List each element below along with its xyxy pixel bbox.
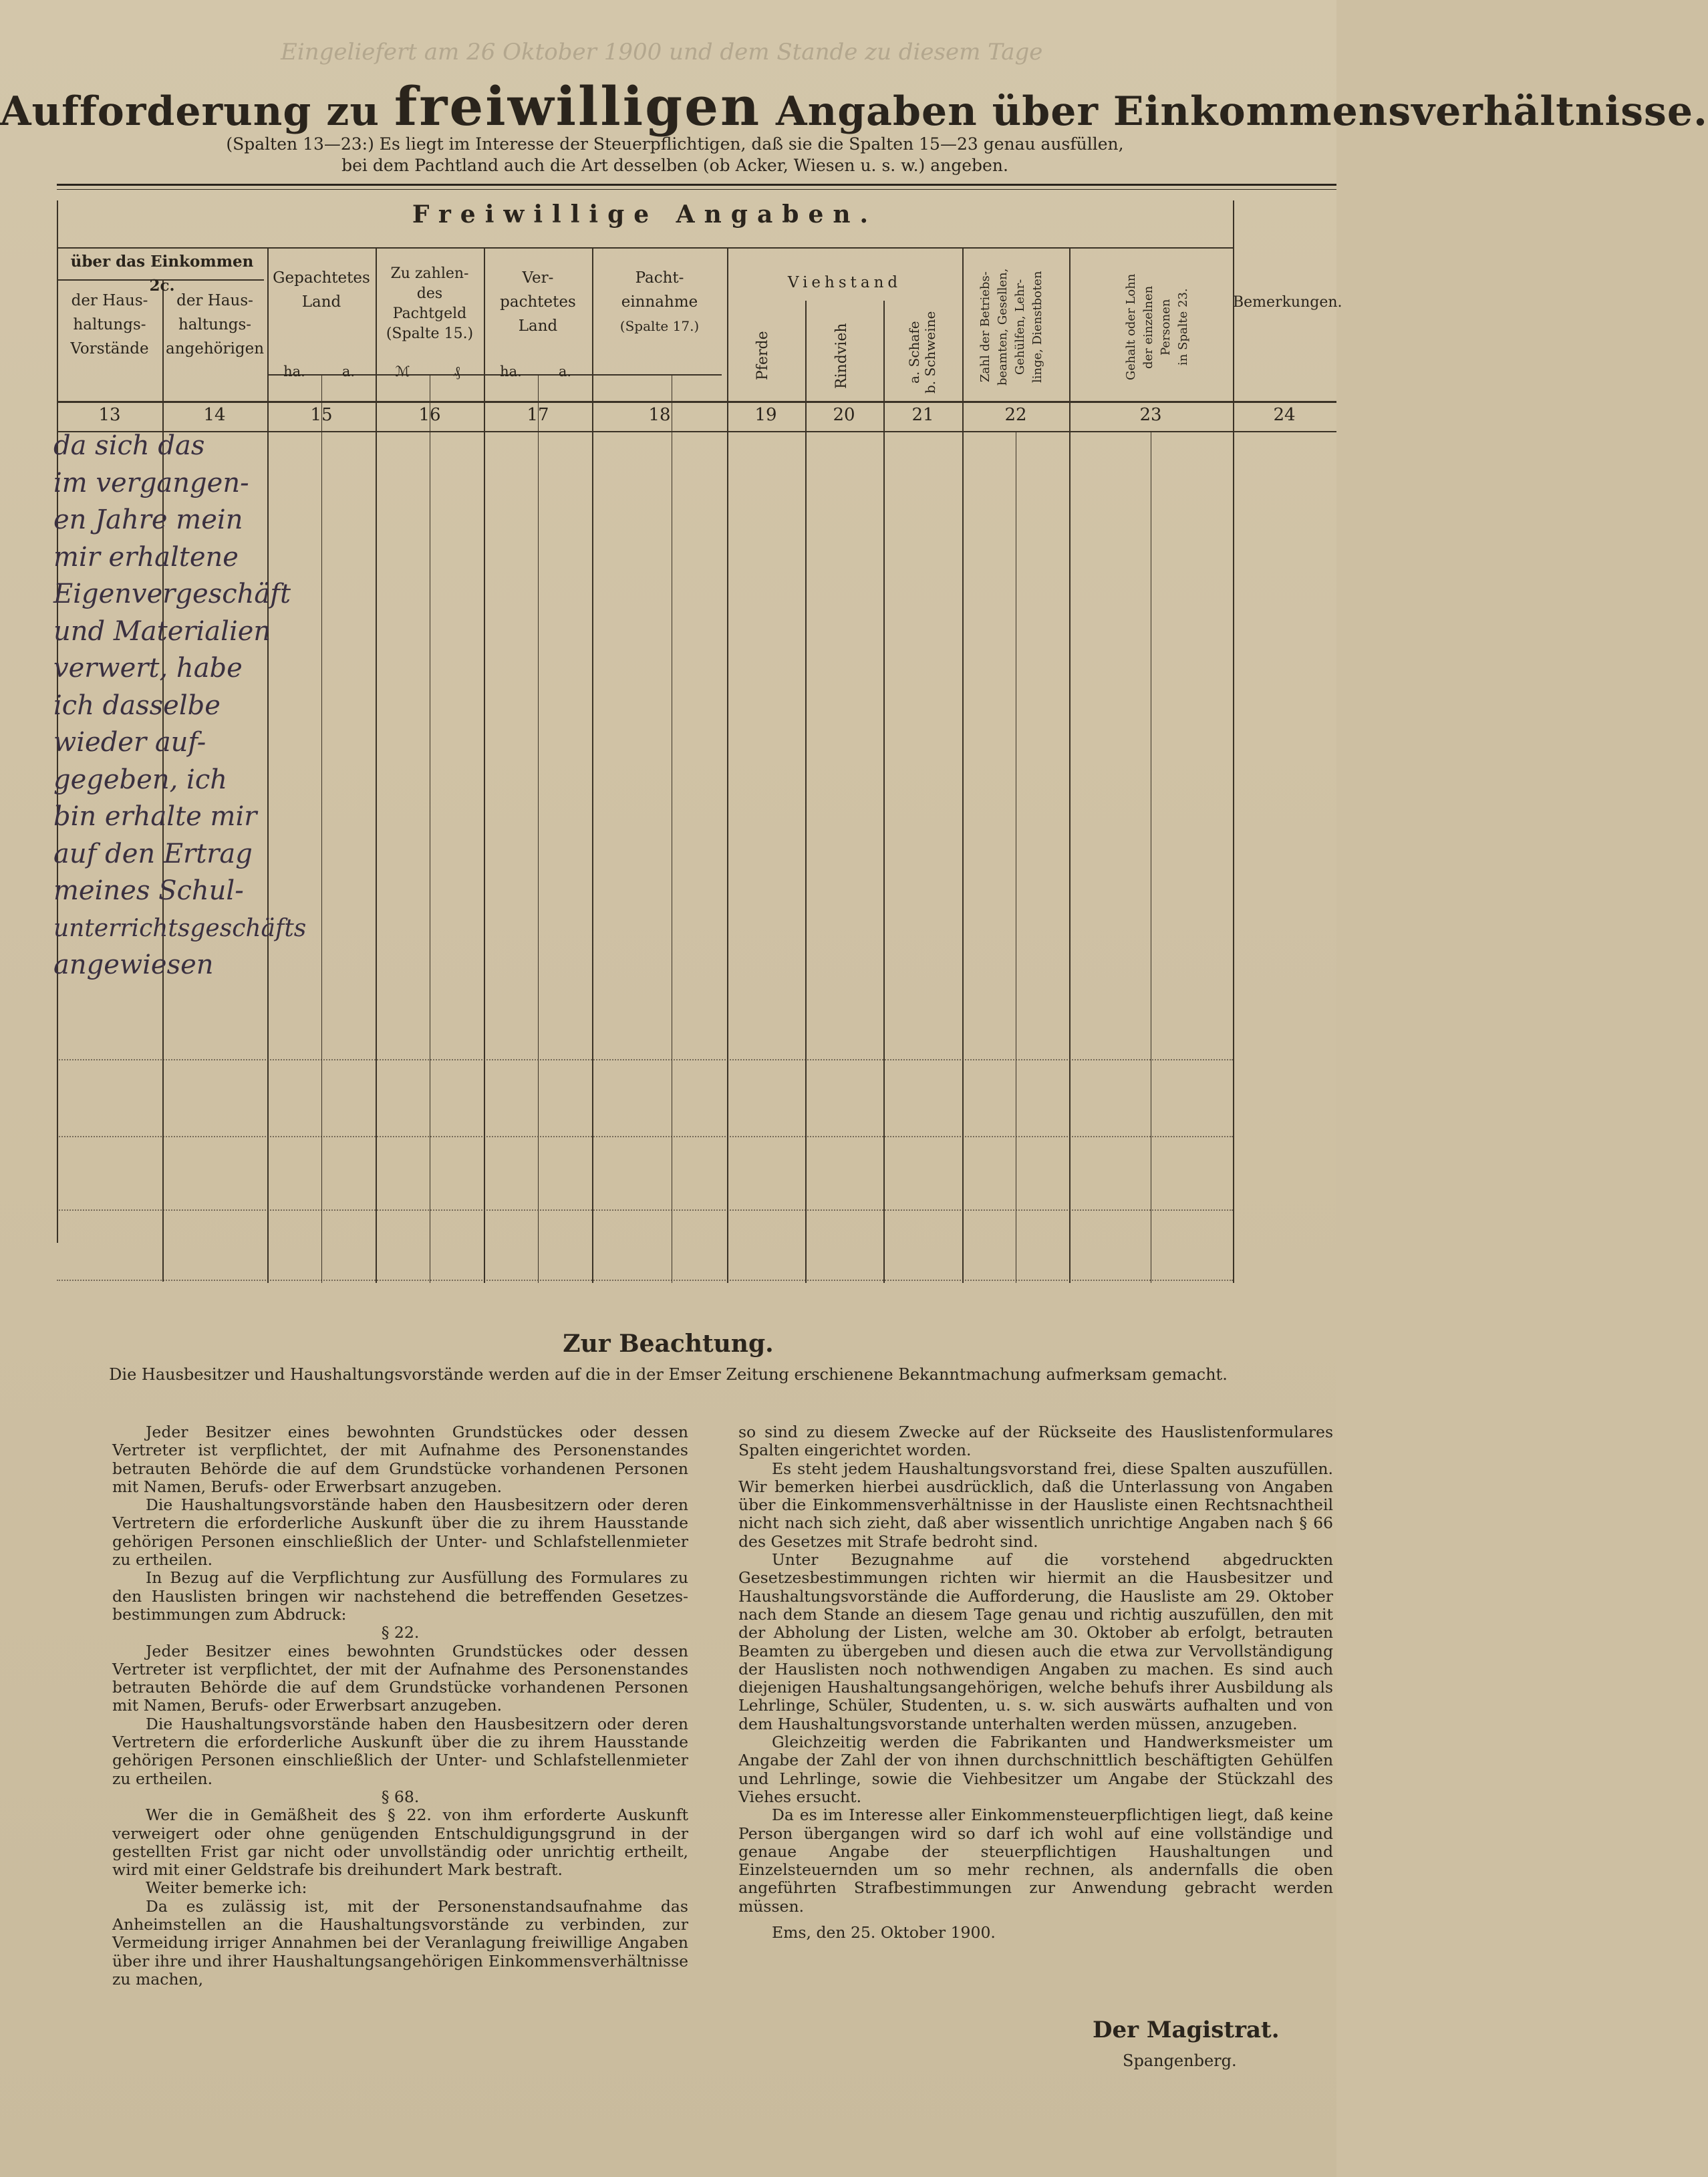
col-number: 20 — [833, 405, 855, 425]
grid-line — [376, 247, 377, 1283]
col-18-header — [592, 266, 727, 338]
grid-line — [57, 401, 1336, 403]
notice-paragraph: Unter Bezugnahme auf die vorstehend abgedruckten Gesetzesbestimmungen richten wir hiermit an die Hausbesitzer und Haushaltungsvorstände die Aufforderung, die Hausliste am 29. Oktober nach dem Stande an diesem Tage genau und richtig auszufüllen, den mit der Abholung der Listen, welche am 30. Oktober ab erfolgt, betrauten Beamten zu übergeben und diesen auch die etwa zur Vervollständigung der Hauslisten noch nothwendigen Angaben zu machen. Es sind auch diejenigen Haushaltungsangehörigen, welche behufs ihrer Ausbildung als Lehrlinge, Schüler, Studenten, u. s. w. sich auswärts aufhalten und von dem Haushaltungsvorstande unterhalten werden müssen, anzugeben. — [738, 1550, 1333, 1733]
notice-paragraph: Jeder Besitzer eines bewohnten Grundstückes oder dessen Vertreter ist verpflichtet, der mit Aufnahme des Personenstandes betrauten Behörde die auf dem Grundstücke vorhandenen Personen mit Namen, Berufs- oder Erwerbsart anzugeben. — [112, 1423, 688, 1496]
col-number: 24 — [1273, 405, 1296, 425]
col-14-header — [162, 289, 267, 361]
handwriting-line: angewiesen — [53, 950, 214, 980]
subtitle — [134, 134, 1216, 176]
col-23-header: Gehalt oder Lohn der einzelnen Personen in Spalte 23. — [1124, 273, 1190, 381]
col-15-line: Gepachtetes — [273, 269, 370, 287]
notice-paragraph: so sind zu diesem Zwecke auf der Rückseite des Hauslistenformulares Spalten eingerichtet worden. — [738, 1423, 1333, 1460]
grid-line — [962, 247, 964, 1283]
rule-top — [57, 184, 1336, 186]
col-15-unit: ha. — [283, 364, 305, 380]
col-16-header — [376, 264, 484, 344]
section-68-heading: § 68. — [381, 1787, 420, 1806]
notice-paragraph: Da es zulässig ist, mit der Personenstandsaufnahme das Anheimstellen an die Haushaltungsvorstände zu verbinden, zur Vermeidung irriger Annahmen bei der Veranlagung freiwillige Angaben über ihre und ihrer Haushaltungsangehörigen Einkommensverhältnisse zu machen, — [112, 1896, 688, 1989]
grid-line — [592, 247, 593, 1283]
notice-paragraph: In Bezug auf die Verpflichtung zur Ausfüllung des Formulares zu den Hauslisten bringen wir nachstehend die betreffenden Gesetzes-bestimmungen zum Abdruck: — [112, 1568, 688, 1624]
col-17-unit: ha. — [500, 364, 522, 380]
row-rule — [57, 1209, 1233, 1211]
col-16-line: des — [416, 285, 443, 302]
col-13-header — [57, 289, 162, 361]
col-13-line: Vorstände — [70, 340, 149, 357]
notice-date: Ems, den 25. Oktober 1900. — [772, 1923, 996, 1942]
col-17-line: Ver- — [522, 269, 554, 287]
col-number: 23 — [1139, 405, 1162, 425]
row-rule — [57, 1059, 1233, 1060]
col-number: 19 — [754, 405, 777, 425]
col-13-line: haltungs- — [73, 316, 146, 333]
handwriting-line: im vergangen- — [53, 467, 249, 498]
col-19-header: Pferde — [754, 331, 771, 381]
bleed-through-text: Eingeliefert am 26 Oktober 1900 und dem Stande zu diesem Tage — [281, 39, 1043, 65]
handwriting-line: und Materialien — [53, 615, 271, 647]
handwriting-line: wieder auf- — [53, 727, 206, 758]
handwriting-line: gegeben, ich — [53, 764, 227, 795]
col-15-line: Land — [301, 293, 341, 311]
section-title: Freiwillige Angaben. — [412, 200, 878, 229]
handwriting-line: auf den Ertrag — [53, 838, 253, 869]
col-13-line: der Haus- — [71, 292, 148, 309]
grid-line — [57, 247, 1233, 249]
col-number: 22 — [1004, 405, 1027, 425]
handwriting-line: ich dasselbe — [53, 690, 221, 721]
col-16-line: (Spalte 15.) — [386, 325, 474, 342]
notice-subtitle: Die Hausbesitzer und Haushaltungsvorstände werden auf die in der Emser Zeitung erschienene Bekanntmachung aufmerksam gemacht. — [109, 1365, 1228, 1384]
col-15-unit: a. — [341, 364, 355, 380]
col-number: 16 — [418, 405, 441, 425]
grid-line — [1233, 200, 1234, 1283]
col-14-line: der Haus- — [176, 292, 253, 309]
notice-paragraph: Jeder Besitzer eines bewohnten Grundstückes oder dessen Vertreter ist verpflichtet, der mit der Aufnahme des Personenstandes betrauten Behörde die auf dem Grundstücke vorhandenen Personen mit Namen, Berufs- oder Erwerbsart anzugeben. — [112, 1641, 688, 1715]
notice-paragraph: Die Haushaltungsvorstände haben den Hausbesitzern oder deren Vertretern die erforderliche Auskunft über die zu ihrem Hausstande gehörigen Personen einschließlich der Unter- und Schlafstellenmieter zu ertheilen. — [112, 1495, 688, 1570]
handwriting-line: da sich das — [53, 430, 205, 461]
notice-paragraph: Die Haushaltungsvorstände haben den Hausbesitzern oder deren Vertretern die erforderliche Auskunft über die zu ihrem Hausstande gehörigen Personen einschließlich der Unter- und Schlafstellenmieter zu ertheilen. — [112, 1714, 688, 1788]
col-14-line: angehörigen — [165, 340, 265, 357]
handwriting-line: verwert, habe — [53, 653, 243, 684]
col-24-header: Bemerkungen. — [1233, 294, 1342, 311]
notice-left-column — [112, 1423, 688, 1989]
section-22-heading: § 22. — [381, 1623, 420, 1642]
handwriting-line: unterrichtsgeschäfts — [53, 914, 307, 942]
subtitle-line-2: bei dem Pachtland auch die Art desselben (ob Acker, Wiesen u. s. w.) angeben. — [341, 156, 1008, 175]
signature-name: Spangenberg. — [1123, 2051, 1237, 2070]
col-16-line: Pachtgeld — [392, 305, 467, 322]
col-16-unit: ℳ — [395, 364, 410, 380]
notice-paragraph: Es steht jedem Haushaltungsvorstand frei, diese Spalten auszufüllen. Wir bemerken hierbei ausdrücklich, daß die Unterlassung von Angaben über die Einkommensverhältnisse in der Hausliste einen Rechtsnachtheil nicht nach sich zieht, daß aber wissentlich unrichtige Angaben nach § 66 des Gesetzes mit Strafe bedroht sind. — [738, 1459, 1333, 1551]
handwriting-line: mir erhaltene — [53, 541, 239, 573]
col-16-unit: ₰ — [453, 364, 460, 380]
handwriting-line: bin erhalte mir — [53, 801, 257, 832]
notice-right-column — [738, 1423, 1333, 1942]
grid-line — [538, 374, 539, 1283]
col-number: 21 — [911, 405, 934, 425]
col-18-line: (Spalte 17.) — [619, 318, 700, 334]
notice-title: Zur Beachtung. — [563, 1330, 774, 1358]
col-14-line: haltungs- — [178, 316, 252, 333]
handwriting-line: meines Schul- — [53, 875, 244, 906]
col-20-header: Rindvieh — [833, 323, 850, 389]
viehstand-header: Viehstand — [787, 274, 902, 291]
col-17-line: Land — [518, 317, 558, 335]
notice-paragraph: Wer die in Gemäßheit des § 22. von ihm erforderte Auskunft verweigert oder ohne genügenden Entschuldigungsgrund in der gestellten Frist gar nicht oder unvollständig oder unrichtig ertheilt, wird mit einer Geldstrafe bis dreihundert Mark bestraft. — [112, 1805, 688, 1880]
col-17-line: pachtetes — [500, 293, 576, 311]
col-15-header — [267, 266, 376, 314]
handwriting-line: en Jahre mein — [53, 504, 243, 535]
grid-line — [484, 247, 485, 1283]
page-title — [0, 75, 1708, 138]
grid-line — [1069, 247, 1071, 1283]
title-pre: Aufforderung zu — [0, 88, 380, 135]
col-number: 17 — [527, 405, 549, 425]
col-22-header: Zahl der Betriebs- beamten, Gesellen, Gehülfen, Lehr- linge, Dienstboten — [978, 268, 1044, 386]
col-number: 13 — [98, 405, 121, 425]
col-21-header: a. Schafe b. Schweine — [906, 311, 938, 394]
handwritten-entry — [53, 428, 321, 984]
grid-line — [727, 247, 728, 1283]
signature-authority: Der Magistrat. — [1093, 2017, 1280, 2043]
col-16-line: Zu zahlen- — [390, 265, 469, 282]
row-rule — [57, 1136, 1233, 1137]
grid-line — [321, 374, 322, 1283]
handwriting-line: Eigenvergeschäft — [53, 579, 291, 609]
subtitle-line-1: (Spalten 13—23:) Es liegt im Interesse der Steuerpflichtigen, daß sie die Spalten 15—23 genau ausfüllen, — [226, 134, 1124, 154]
col-number: 14 — [203, 405, 226, 425]
col-number: 18 — [648, 405, 671, 425]
rule-top-thin — [57, 189, 1336, 190]
title-emphasis: freiwilligen — [394, 75, 762, 138]
col-17-unit: a. — [558, 364, 572, 380]
notice-paragraph: Gleichzeitig werden die Fabrikanten und Handwerksmeister um Angabe der Zahl der von ihnen durchschnittlich beschäftigten Gehülfen und Lehrlinge, sowie die Viehbesitzer um Angabe der Stückzahl des Viehes ersucht. — [738, 1733, 1333, 1806]
col-17-header — [484, 266, 592, 338]
row-rule — [57, 1280, 1233, 1281]
col-18-line: Pacht- — [635, 269, 684, 287]
col-18-line: einnahme — [621, 293, 698, 311]
notice-paragraph: Da es im Interesse aller Einkommensteuerpflichtigen liegt, daß keine Person übergangen wird so darf ich wohl auf eine vollständige und genaue Angabe der steuerpflichtigen Haushaltungen und Einzelsteuernden um so mehr rechnen, als andernfalls die oben angeführten Strafbestimmungen zur Anwendung gebracht werden müssen. — [738, 1805, 1333, 1916]
col-number: 15 — [310, 405, 333, 425]
notice-paragraph: Weiter bemerke ich: — [146, 1878, 307, 1898]
title-post: Angaben über Einkommensverhältnisse. — [776, 88, 1708, 135]
group-header: über das Einkommen 2c. — [70, 253, 254, 295]
